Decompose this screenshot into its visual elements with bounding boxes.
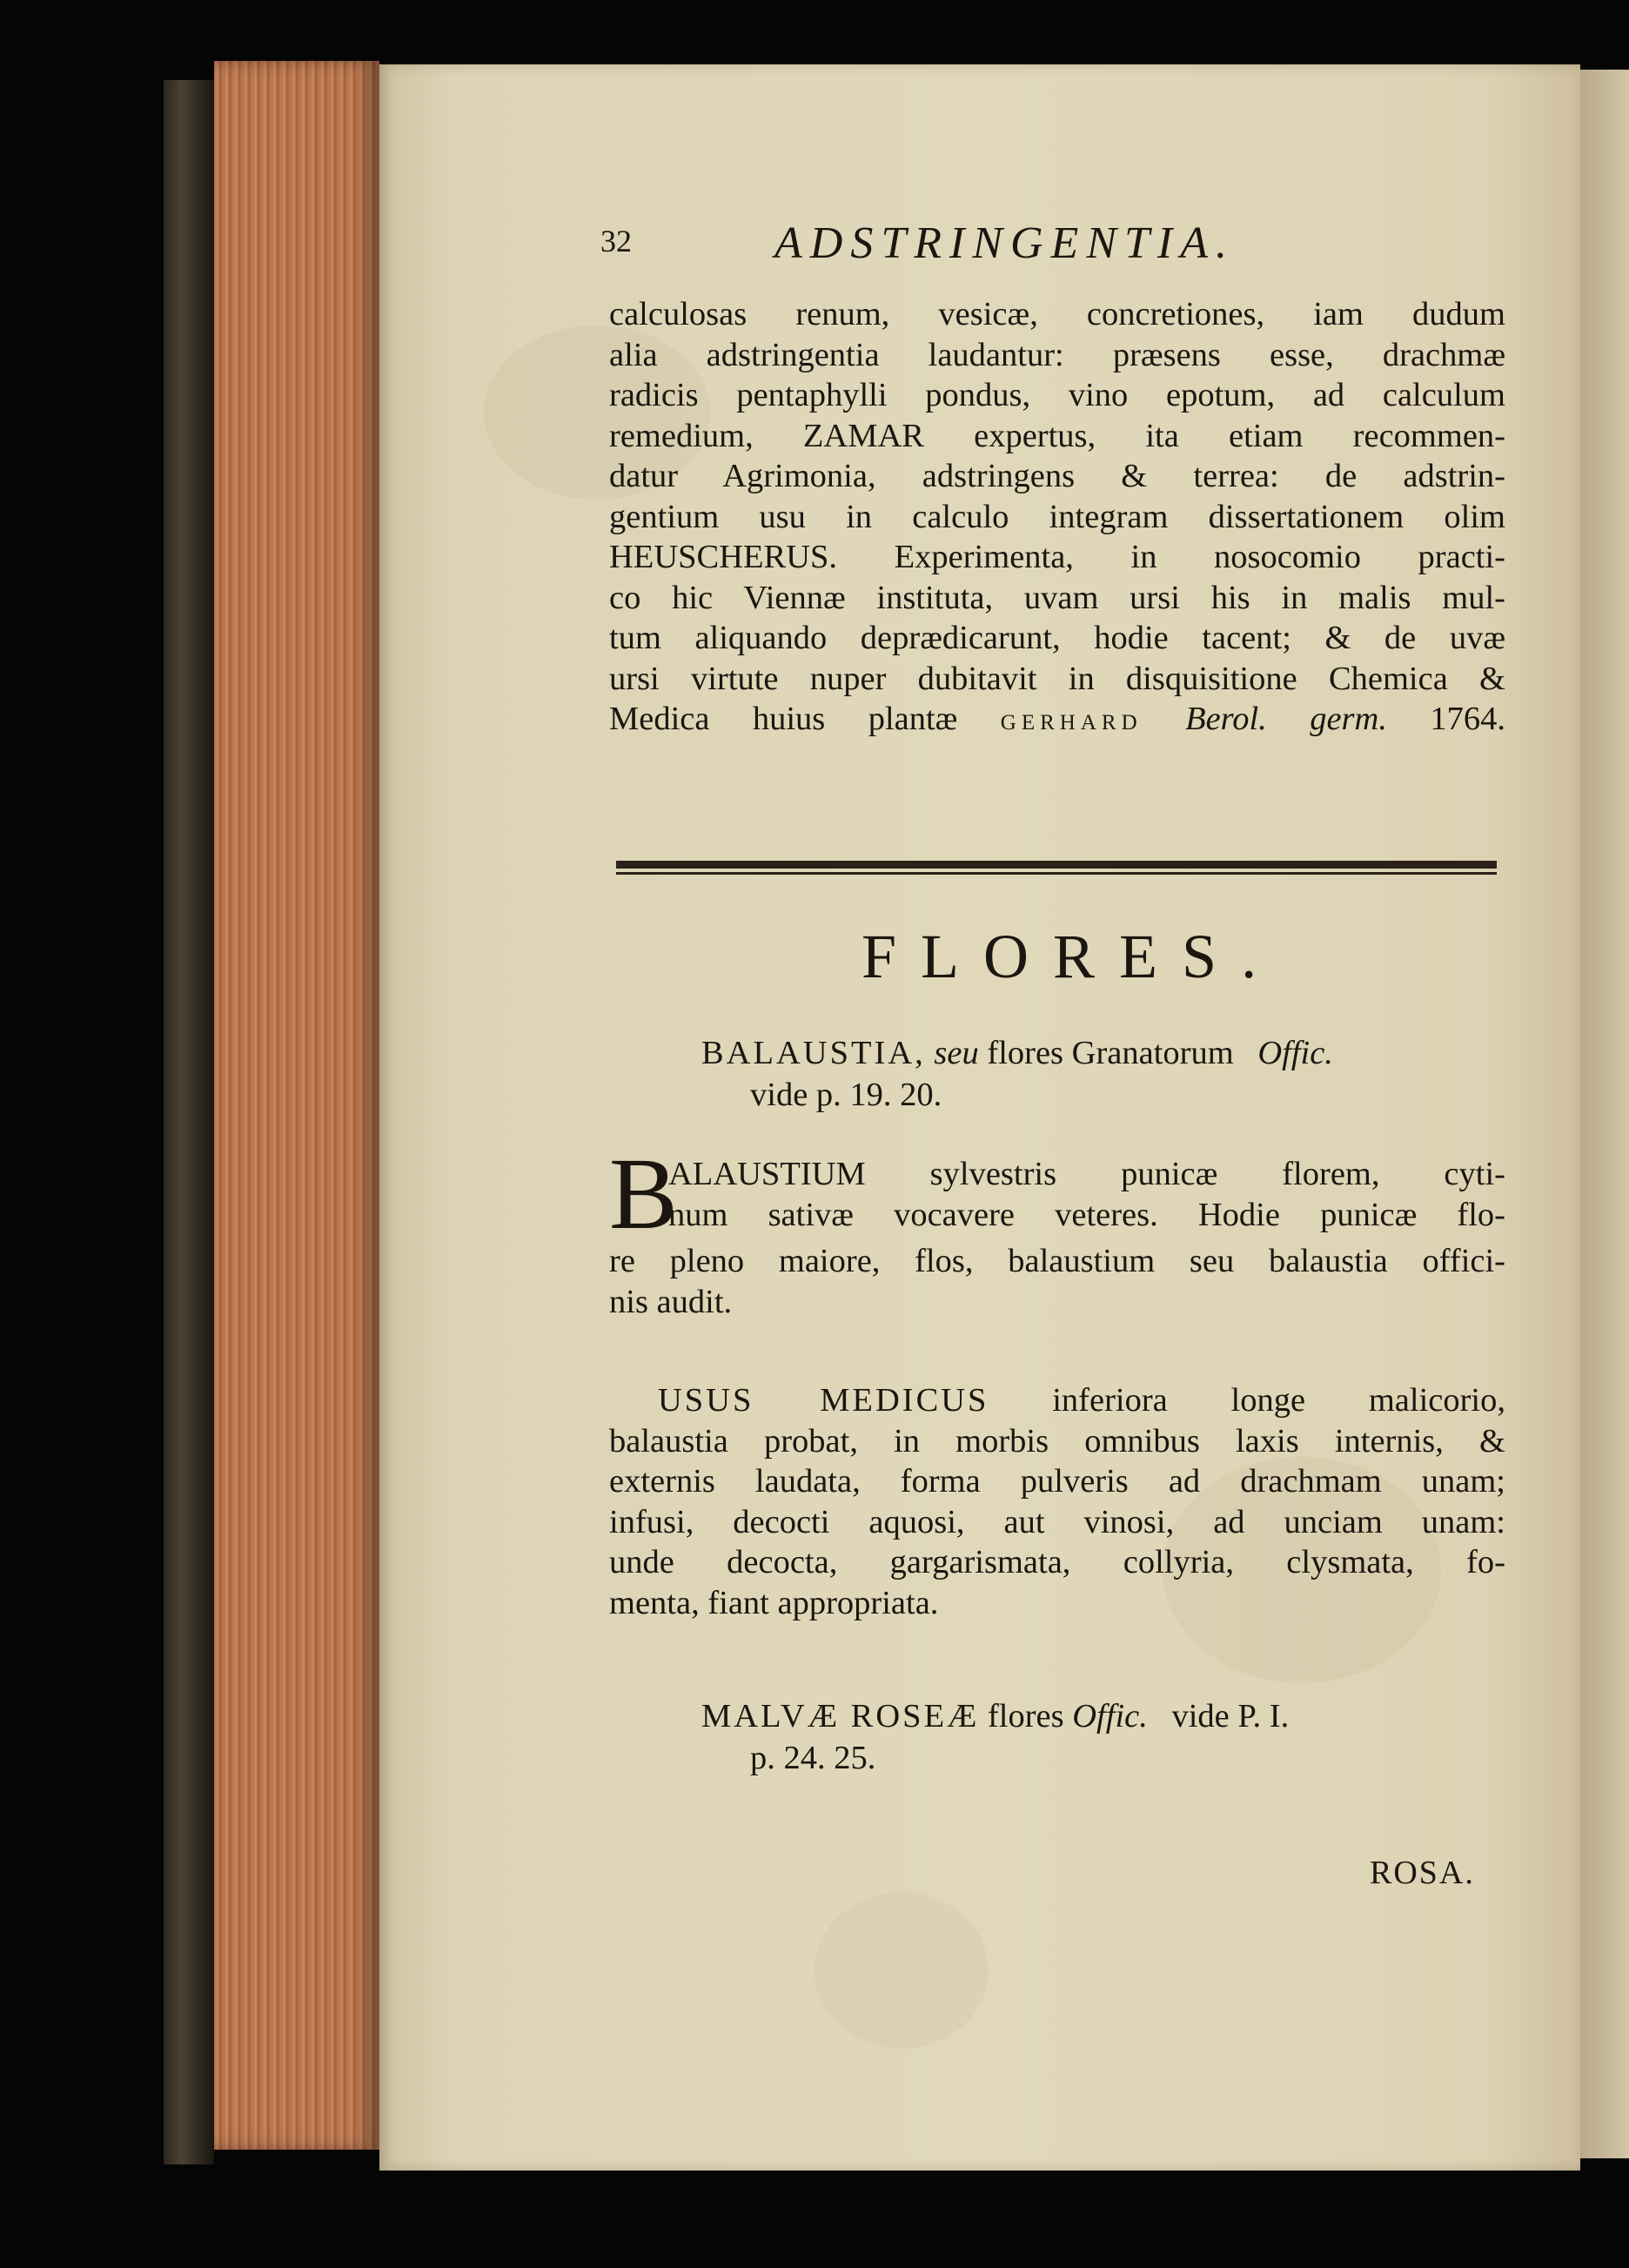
text-line: re pleno maiore, flos, balaustium seu balaustia offici- — [609, 1243, 1505, 1279]
citation-title: Berol. germ. — [1185, 701, 1387, 737]
paragraph-balaustium — [668, 1154, 1505, 1235]
text-line: HEUSCHERUS. Experimenta, in nosocomio practi- — [609, 539, 1505, 575]
paragraph-balaustium-cont — [609, 1241, 1505, 1322]
entry-text: flores — [987, 1698, 1064, 1735]
text-line: gentium usu in calculo integram dissertationem olim — [609, 498, 1505, 535]
usus-medicus-text: inferiora longe malicorio, — [1052, 1382, 1505, 1419]
text-line: datur Agrimonia, adstringens & terrea: de adstrin- — [609, 458, 1505, 494]
text-line: radicis pentaphylli pondus, vino epotum, ad calculum — [609, 377, 1505, 413]
entry-reference-cont: p. 24. 25. — [750, 1740, 876, 1776]
entry-offic: Offic. — [1257, 1035, 1333, 1071]
text-line: ursi virtute nuper dubitavit in disquisitione Chemica & — [609, 660, 1505, 697]
text-line: balaustia probat, in morbis omnibus laxis internis, & — [609, 1422, 1505, 1459]
text-line: menta, fiant appropriata. — [609, 1584, 939, 1621]
paragraph-continuation — [609, 294, 1505, 740]
entry-malvae-roseae — [701, 1695, 1511, 1779]
entry-heading-line — [701, 1032, 1511, 1074]
section-rule-thin — [616, 872, 1497, 875]
text-line: nis audit. — [609, 1283, 733, 1320]
text-line: unde decocta, gargarismata, collyria, clysmata, fo- — [609, 1544, 1505, 1580]
text-line: co hic Viennæ instituta, uvam ursi his in malis mul- — [609, 579, 1505, 616]
entry-lemma: BALAUSTIA, — [701, 1035, 926, 1071]
entry-text: flores Granatorum — [987, 1035, 1234, 1071]
entry-offic: Offic. — [1072, 1698, 1148, 1735]
usus-medicus-heading: USUS MEDICUS — [658, 1382, 989, 1419]
entry-lemma: MALVÆ ROSEÆ — [701, 1698, 980, 1735]
paragraph-usus-medicus — [609, 1380, 1505, 1623]
citation-author: GERHARD — [1000, 711, 1143, 735]
running-title: ADSTRINGENTIA. — [774, 218, 1235, 268]
drop-cap: B — [609, 1137, 678, 1251]
text-line: num sativæ vocavere veteres. Hodie punicæ flo- — [668, 1196, 1505, 1233]
text-line-lead — [609, 1380, 1505, 1421]
text-line-citation — [609, 699, 1505, 740]
text-line: alia adstringentia laudantur: præsens esse, drachmæ — [609, 336, 1505, 373]
entry-reference: vide P. I. — [1171, 1698, 1290, 1735]
entry-heading-line — [701, 1695, 1511, 1737]
catchword: ROSA. — [1370, 1855, 1475, 1891]
citation-year: 1764. — [1430, 701, 1505, 737]
entry-reference: vide p. 19. 20. — [750, 1077, 942, 1113]
text-line: externis laudata, forma pulveris ad drachmam unam; — [609, 1463, 1505, 1500]
running-head — [600, 218, 1384, 270]
text-line: calculosas renum, vesicæ, concretiones, iam dudum — [609, 296, 1505, 332]
entry-balaustia — [701, 1032, 1511, 1116]
text-line: ALAUSTIUM sylvestris punicæ florem, cyti- — [668, 1156, 1505, 1192]
page-number: 32 — [600, 224, 632, 258]
page-edges — [214, 61, 379, 2150]
book-cover-edge — [164, 80, 214, 2164]
section-title: FLORES. — [861, 922, 1282, 991]
text-line: remedium, ZAMAR expertus, ita etiam recommen- — [609, 417, 1505, 454]
section-rule — [616, 861, 1497, 869]
text-line: infusi, decocti aquosi, aut vinosi, ad unciam unam: — [609, 1503, 1505, 1540]
facing-page-edge — [1580, 70, 1629, 2158]
citation-lead: Medica huius plantæ — [609, 701, 958, 737]
entry-seu: seu — [934, 1035, 979, 1071]
text-line: tum aliquando deprædicarunt, hodie tacent; & de uvæ — [609, 620, 1505, 656]
